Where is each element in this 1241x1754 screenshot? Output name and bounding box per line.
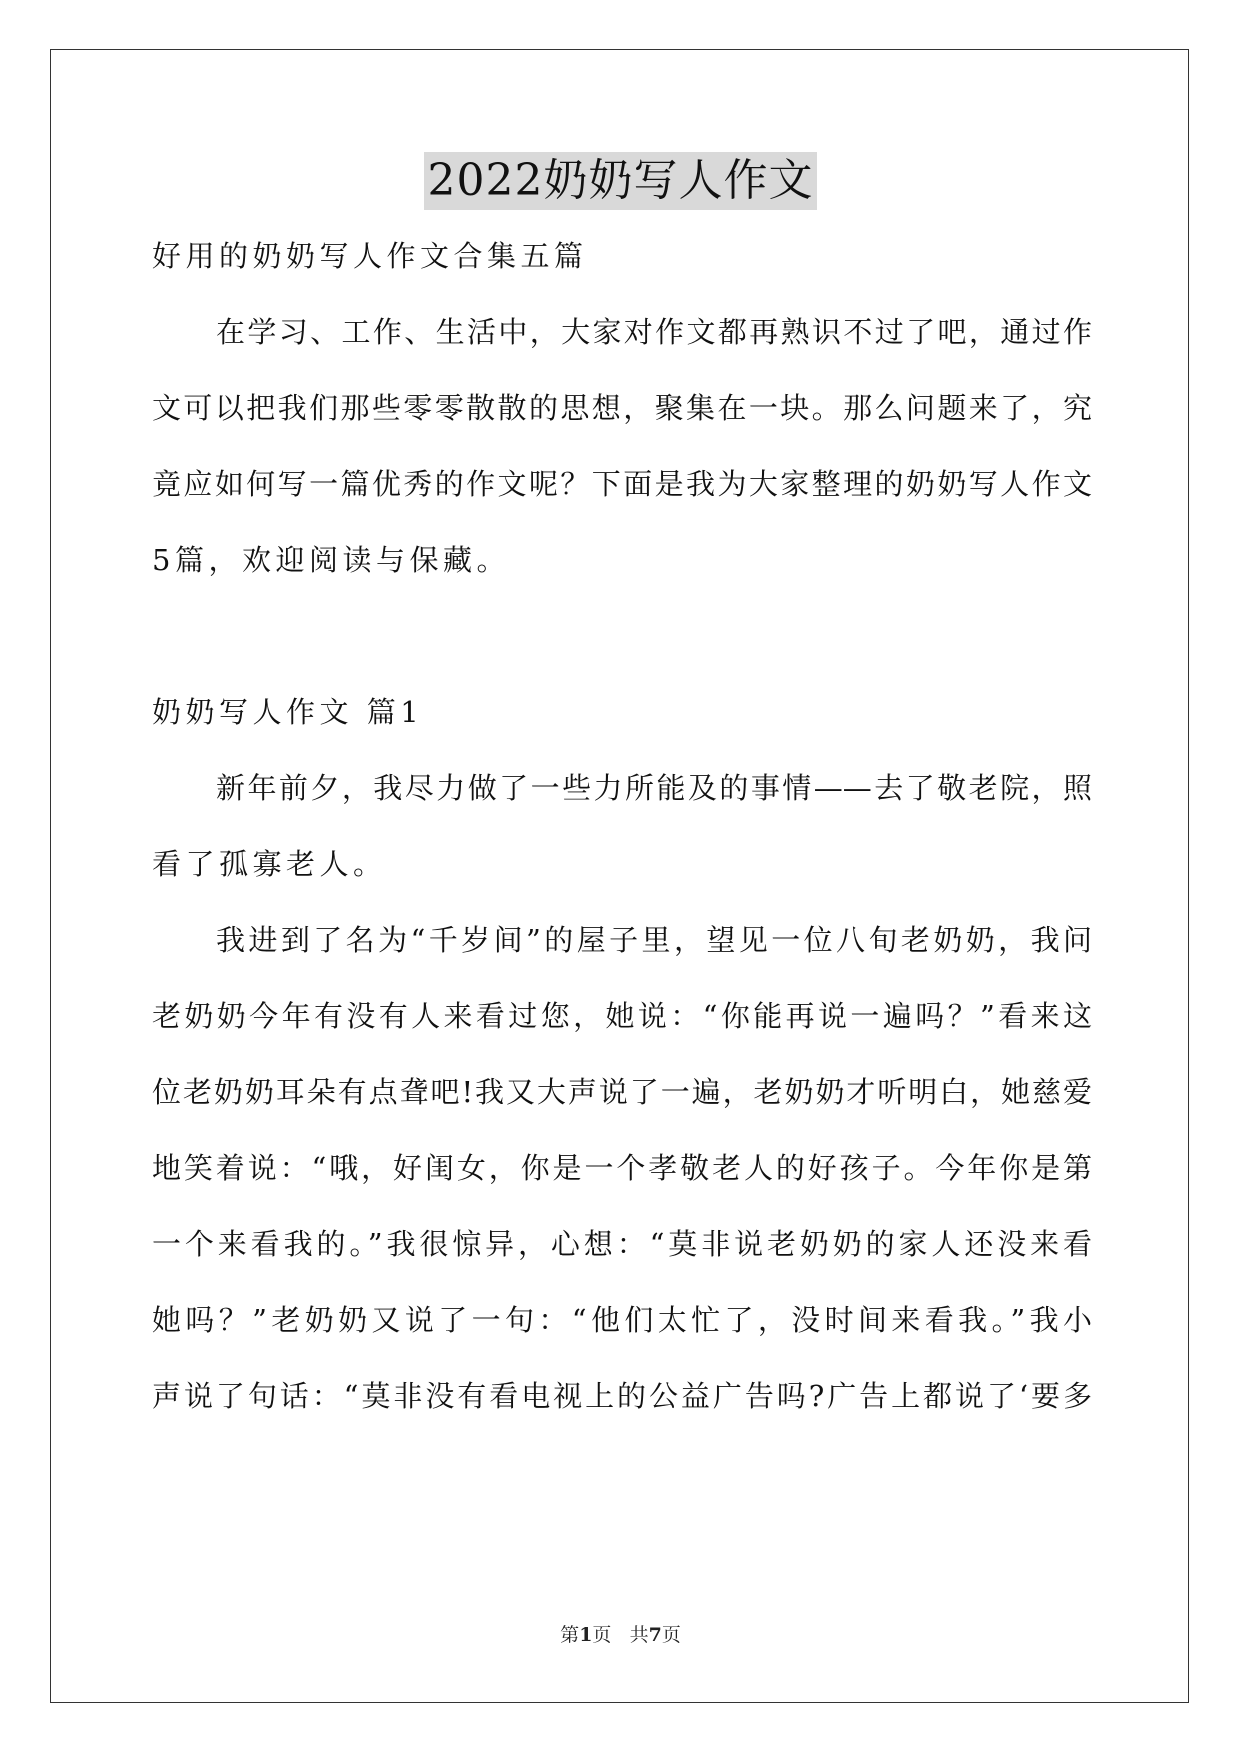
paragraph-line: 声说了句话：“莫非没有看电视上的公益广告吗?广告上都说了‘要多 <box>152 1379 1092 1413</box>
paragraph-line: 看了孤寡老人。 <box>152 847 387 881</box>
paragraph-line: 新年前夕，我尽力做了一些力所能及的事情——去了敬老院，照 <box>216 771 1092 805</box>
footer-total-prefix: 共 <box>629 1624 649 1646</box>
intro-line: 文可以把我们那些零零散散的思想，聚集在一块。那么问题来了，究 <box>152 391 1092 425</box>
paragraph-line: 我进到了名为“千岁间”的屋子里，望见一位八旬老奶奶，我问 <box>216 923 1092 957</box>
paragraph-line: 老奶奶今年有没有人来看过您，她说：“你能再说一遍吗？”看来这 <box>152 999 1092 1033</box>
paragraph-line: 位老奶奶耳朵有点聋吧!我又大声说了一遍，老奶奶才听明白，她慈爱 <box>152 1075 1092 1109</box>
intro-line: 竟应如何写一篇优秀的作文呢？下面是我为大家整理的奶奶写人作文 <box>152 467 1092 501</box>
total-pages-number: 7 <box>648 1624 662 1646</box>
intro-line: 在学习、工作、生活中，大家对作文都再熟识不过了吧，通过作 <box>216 315 1092 349</box>
document-title: 2022奶奶写人作文 <box>424 152 818 210</box>
document-subtitle: 好用的奶奶写人作文合集五篇 <box>152 239 588 273</box>
title-block <box>0 152 1241 210</box>
footer-prefix: 第 <box>560 1624 580 1646</box>
intro-line: 5篇，欢迎阅读与保藏。 <box>152 543 510 577</box>
paragraph-line: 一个来看我的。”我很惊异，心想：“莫非说老奶奶的家人还没来看 <box>152 1227 1092 1261</box>
paragraph-line: 地笑着说：“哦，好闺女，你是一个孝敬老人的好孩子。今年你是第 <box>152 1151 1092 1185</box>
page-footer <box>0 1622 1241 1648</box>
current-page-number: 1 <box>579 1624 593 1646</box>
section-heading: 奶奶写人作文 篇1 <box>152 695 424 729</box>
footer-page-suffix: 页 <box>592 1624 612 1646</box>
paragraph-line: 她吗？”老奶奶又说了一句：“他们太忙了，没时间来看我。”我小 <box>152 1303 1092 1337</box>
footer-total-suffix: 页 <box>661 1624 681 1646</box>
